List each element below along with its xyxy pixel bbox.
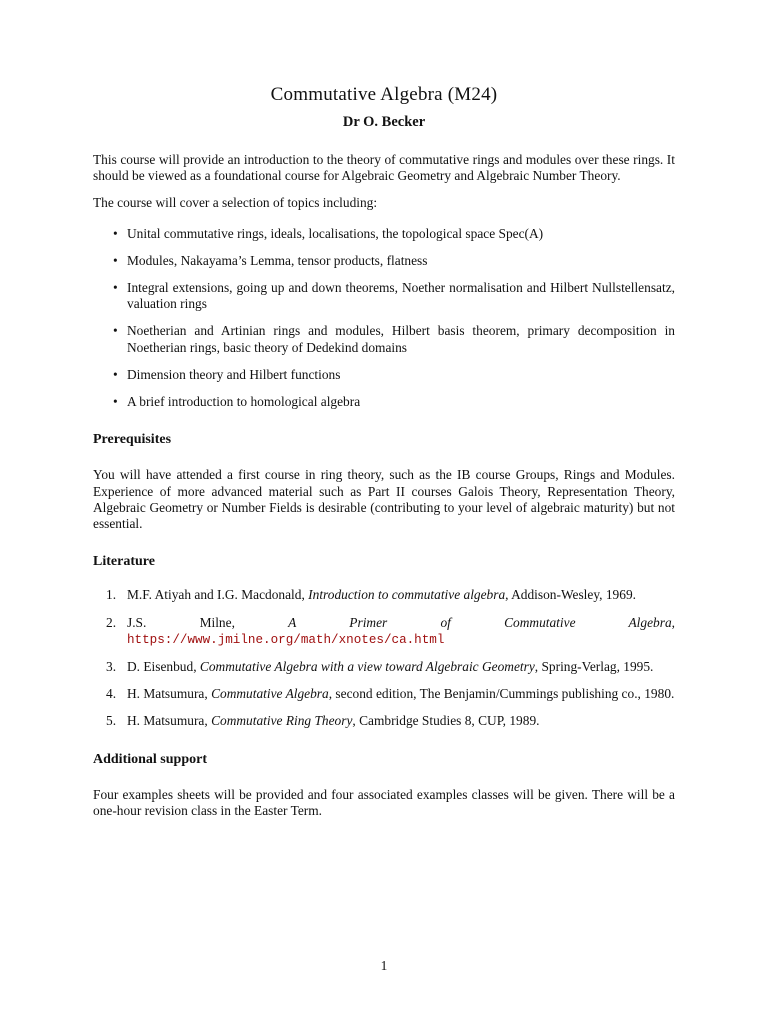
item-number: 1. (106, 587, 117, 603)
topic-text: Integral extensions, going up and down theorems, Noether normalisation and Hilbert Nullstellensatz, valuation rings (127, 280, 675, 312)
reference-details: , (671, 614, 675, 630)
item-number: 3. (106, 659, 117, 675)
list-item (93, 615, 675, 648)
list-item (93, 686, 675, 702)
reference-details: , Cambridge Studies 8, CUP, 1989. (352, 713, 540, 729)
reference-details: , Addison-Wesley, 1969. (505, 587, 636, 603)
list-item (93, 280, 675, 312)
topic-text: A brief introduction to homological algebra (127, 394, 361, 410)
reference-authors: J.S. Milne, (127, 614, 289, 630)
list-item (93, 226, 675, 242)
reference-details: , second edition, The Benjamin/Cummings publishing co., 1980. (328, 686, 675, 702)
topic-text: Noetherian and Artinian rings and modules, Hilbert basis theorem, primary decomposition in Noetherian rings, basic theory of Dedekind domains (127, 323, 675, 355)
reference-url-link[interactable]: https://www.jmilne.org/math/xnotes/ca.html (127, 632, 445, 647)
reference-title: A Primer of Commutative Algebra (288, 614, 672, 630)
bullet-icon: • (113, 323, 118, 339)
document-title: Commutative Algebra (M24) (270, 84, 498, 105)
intro-paragraph: This course will provide an introduction to the theory of commutative rings and modules over these rings. It should be viewed as a foundational course for Algebraic Geometry and Algebraic Number Theory. (93, 152, 675, 184)
reference-title: Commutative Algebra (211, 686, 329, 702)
reference-authors: H. Matsumura, (127, 686, 212, 702)
topic-text: Modules, Nakayama’s Lemma, tensor products, flatness (127, 252, 428, 268)
additional-support-paragraph: Four examples sheets will be provided and four associated examples classes will be given. There will be a one-hour revision class in the Easter Term. (93, 786, 675, 819)
list-item (93, 323, 675, 355)
list-item (93, 713, 675, 729)
document-body (93, 152, 675, 819)
prerequisites-heading: Prerequisites (93, 432, 172, 448)
document-page (93, 0, 675, 1024)
reference-title: Commutative Ring Theory (211, 713, 353, 729)
topics-intro: The course will cover a selection of topics including: (93, 195, 378, 211)
prerequisites-paragraph: You will have attended a first course in ring theory, such as the IB course Groups, Rings and Modules. Experience of more advanced material such as Part II courses Galois Theory, Representation Theory, Algebraic Geometry or Number Fields is desirable (contributing to your level of algebraic maturity) but not essential. (93, 467, 675, 532)
topics-list (93, 226, 675, 411)
document-author: Dr O. Becker (342, 114, 426, 130)
reference-title: Introduction to commutative algebra (308, 587, 506, 603)
topic-text: Dimension theory and Hilbert functions (127, 366, 341, 382)
list-item (93, 367, 675, 383)
page-number: 1 (380, 958, 388, 973)
literature-list (93, 587, 675, 729)
list-item (93, 587, 675, 603)
reference-authors: M.F. Atiyah and I.G. Macdonald, (127, 587, 309, 603)
list-item (93, 659, 675, 675)
list-item (93, 253, 675, 269)
additional-support-heading: Additional support (93, 751, 207, 767)
literature-heading: Literature (93, 554, 155, 570)
reference-authors: H. Matsumura, (127, 713, 212, 729)
reference-title: Commutative Algebra with a view toward Algebraic Geometry (199, 659, 535, 675)
bullet-icon: • (113, 225, 118, 241)
bullet-icon: • (113, 366, 118, 382)
item-number: 4. (106, 686, 117, 702)
reference-details: , Spring-Verlag, 1995. (534, 659, 654, 675)
topic-text: Unital commutative rings, ideals, localisations, the topological space Spec(A) (127, 225, 544, 241)
bullet-icon: • (113, 394, 118, 410)
bullet-icon: • (113, 280, 118, 296)
list-item (93, 394, 675, 410)
item-number: 5. (106, 713, 117, 729)
reference-authors: D. Eisenbud, (127, 659, 200, 675)
item-number: 2. (106, 614, 117, 630)
bullet-icon: • (113, 252, 118, 268)
